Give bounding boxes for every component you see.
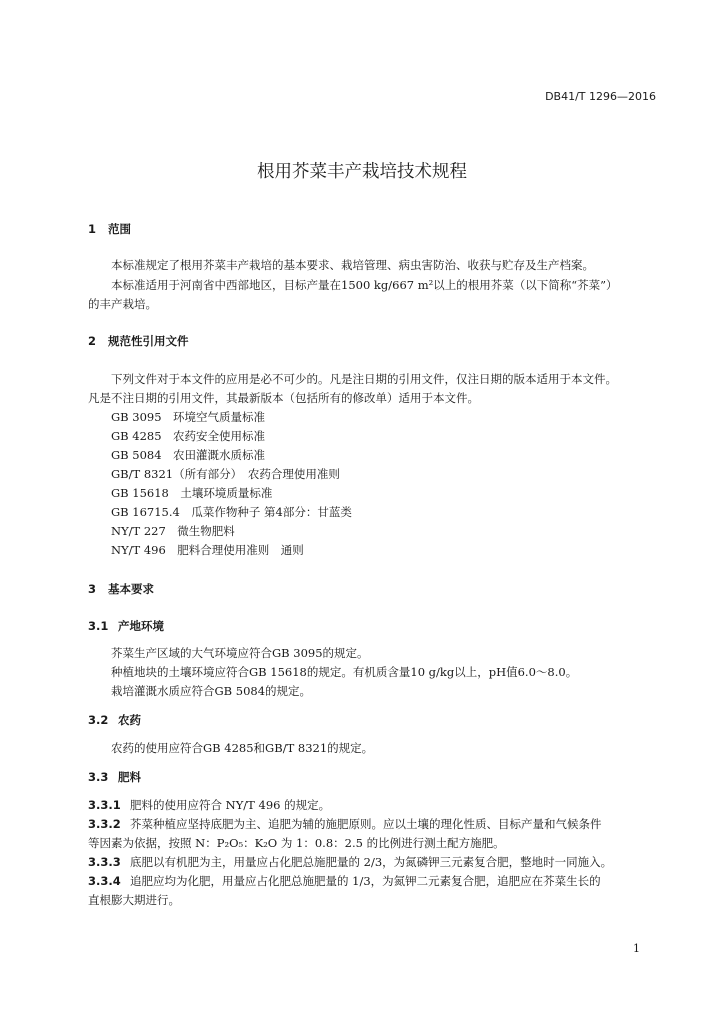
clause-text-continued: 等因素为依据，按照 N：P₂O₅：K₂O 为 1：0.8：2.5 的比例进行测土配方施肥。 bbox=[88, 836, 505, 850]
clause-number: 3.3.3 bbox=[88, 855, 121, 869]
subsection-number: 3.3 bbox=[88, 770, 109, 784]
subsection-3-3-heading bbox=[88, 769, 141, 785]
section-title: 基本要求 bbox=[108, 582, 154, 596]
pesticide-line: 农药的使用应符合GB 4285和GB/T 8321的规定。 bbox=[111, 741, 374, 755]
subsection-title: 农药 bbox=[118, 713, 141, 727]
section-number: 3 bbox=[88, 582, 97, 596]
document-title: 根用芥菜丰产栽培技术规程 bbox=[257, 162, 467, 182]
clause-text: 底肥以有机肥为主，用量应占化肥总施肥量的 2/3，为氮磷钾三元素复合肥，整地时一同施入。 bbox=[130, 855, 613, 869]
normative-intro-line-1: 下列文件对于本文件的应用是必不可少的。凡是注日期的引用文件，仅注日期的版本适用于本文件。 bbox=[111, 372, 617, 386]
section-title: 范围 bbox=[108, 222, 131, 236]
standard-code: DB41/T 1296—2016 bbox=[545, 90, 656, 103]
clause-text: 芥菜种植应坚持底肥为主、追肥为辅的施肥原则。应以土壤的理化性质、目标产量和气候条件 bbox=[130, 817, 602, 831]
section-number: 1 bbox=[88, 222, 97, 236]
section-3-heading bbox=[88, 581, 154, 597]
section-number: 2 bbox=[88, 334, 97, 348]
environment-line: 种植地块的土壤环境应符合GB 15618的规定。有机质含量10 g/kg以上，pH值6.0～8.0。 bbox=[111, 665, 578, 679]
reference-item: NY/T 227 微生物肥料 bbox=[111, 524, 235, 538]
subsection-3-2-heading bbox=[88, 712, 141, 728]
subsection-number: 3.1 bbox=[88, 619, 109, 633]
fertilizer-clause-3-3-2 bbox=[88, 816, 602, 832]
clause-text: 肥料的使用应符合 NY/T 496 的规定。 bbox=[130, 798, 331, 812]
reference-item: GB/T 8321（所有部分） 农药合理使用准则 bbox=[111, 467, 340, 481]
environment-line: 栽培灌溉水质应符合GB 5084的规定。 bbox=[111, 684, 312, 698]
section-2-heading bbox=[88, 333, 189, 349]
scope-paragraph-2-line-2: 的丰产栽培。 bbox=[88, 297, 157, 311]
reference-item: GB 3095 环境空气质量标准 bbox=[111, 410, 266, 424]
section-1-heading bbox=[88, 221, 131, 237]
scope-paragraph-1: 本标准规定了根用芥菜丰产栽培的基本要求、栽培管理、病虫害防治、收获与贮存及生产档案。 bbox=[111, 258, 594, 272]
clause-number: 3.3.4 bbox=[88, 874, 121, 888]
scope-paragraph-2-line-1: 本标准适用于河南省中西部地区，目标产量在1500 kg/667 m²以上的根用芥菜（以下简称“芥菜”） bbox=[111, 278, 618, 292]
clause-text: 追肥应均为化肥，用量应占化肥总施肥量的 1/3，为氮钾二元素复合肥，追肥应在芥菜生长的 bbox=[130, 874, 601, 888]
subsection-3-1-heading bbox=[88, 618, 164, 634]
subsection-title: 肥料 bbox=[118, 770, 141, 784]
clause-number: 3.3.1 bbox=[88, 798, 121, 812]
subsection-number: 3.2 bbox=[88, 713, 109, 727]
reference-item: GB 5084 农田灌溉水质标准 bbox=[111, 448, 266, 462]
clause-text-continued: 直根膨大期进行。 bbox=[88, 893, 180, 907]
reference-item: GB 15618 土壤环境质量标准 bbox=[111, 486, 273, 500]
normative-intro-line-2: 凡是不注日期的引用文件，其最新版本（包括所有的修改单）适用于本文件。 bbox=[88, 391, 479, 405]
reference-item: NY/T 496 肥料合理使用准则 通则 bbox=[111, 543, 304, 557]
fertilizer-clause-3-3-3 bbox=[88, 854, 612, 870]
fertilizer-clause-3-3-4 bbox=[88, 873, 601, 889]
reference-item: GB 4285 农药安全使用标准 bbox=[111, 429, 266, 443]
environment-line: 芥菜生产区域的大气环境应符合GB 3095的规定。 bbox=[111, 646, 369, 660]
section-title: 规范性引用文件 bbox=[108, 334, 189, 348]
page-number: 1 bbox=[633, 942, 640, 955]
fertilizer-clause-3-3-1 bbox=[88, 797, 330, 813]
subsection-title: 产地环境 bbox=[118, 619, 164, 633]
reference-item: GB 16715.4 瓜菜作物种子 第4部分：甘蓝类 bbox=[111, 505, 352, 519]
clause-number: 3.3.2 bbox=[88, 817, 121, 831]
